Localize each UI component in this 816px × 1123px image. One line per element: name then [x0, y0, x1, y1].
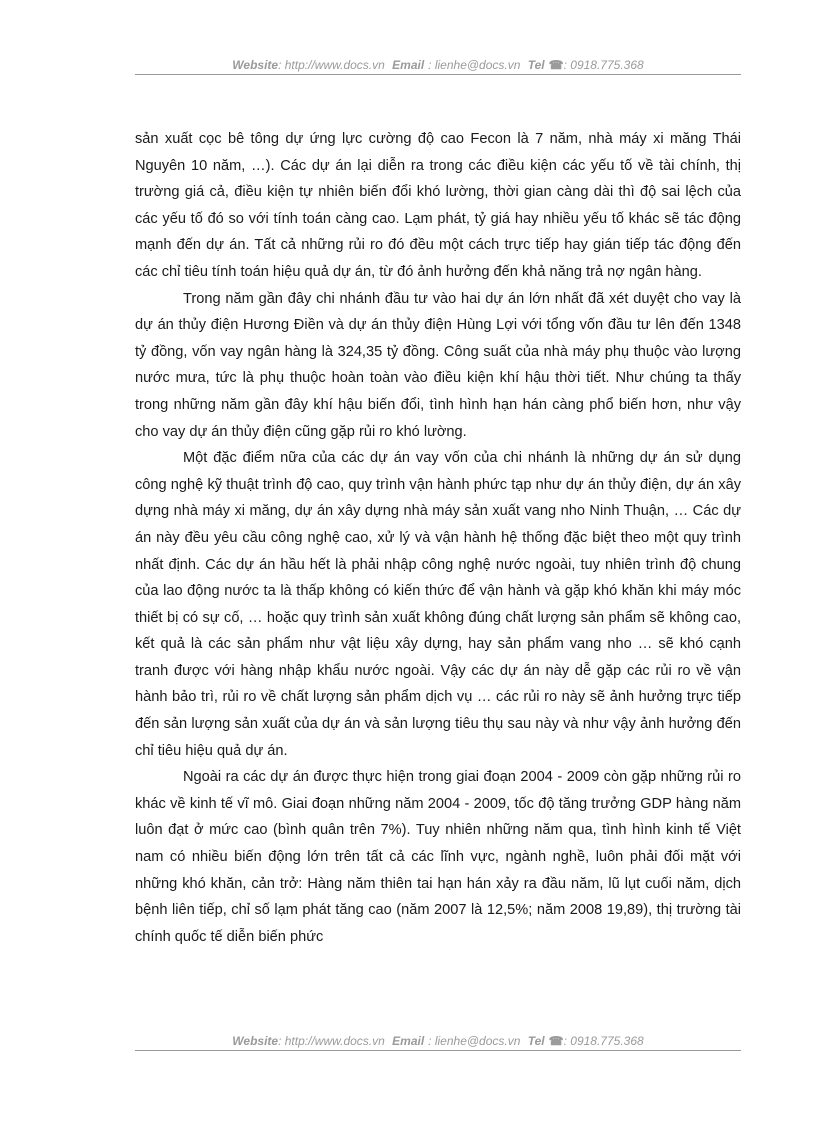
header-email-link[interactable]: : lienhe@docs.vn	[428, 58, 521, 72]
header-tel-label: Tel	[527, 58, 545, 72]
header-tel-value: : 0918.775.368	[563, 58, 644, 72]
paragraph-4: Ngoài ra các dự án được thực hiện trong giai đoạn 2004 - 2009 còn gặp những rủi ro khác về kinh tế vĩ mô. Giai đoạn những năm 2004 - 2009, tốc độ tăng trưởng GDP hàng năm luôn đạt ở mức cao (bình quân trên 7%). Tuy nhiên những năm qua, tình hình kinh tế Việt nam có nhiều biến động lớn trên tất cả các lĩnh vực, ngành nghề, luôn phải đối mặt với những khó khăn, cản trở: Hàng năm thiên tai hạn hán xảy ra đầu năm, lũ lụt cuối năm, dịch bệnh liên tiếp, chỉ số lạm phát tăng cao (năm 2007 là 12,5%; năm 2008 19,89), thị trường tài chính quốc tế diễn biến phức	[135, 769, 741, 945]
phone-icon: ☎	[548, 1034, 564, 1048]
header-website-label: Website	[232, 58, 279, 72]
footer-website-label: Website	[232, 1034, 279, 1048]
footer-divider	[135, 1050, 741, 1051]
paragraph-1: sản xuất cọc bê tông dự ứng lực cường độ cao Fecon là 7 năm, nhà máy xi măng Thái Nguyên 10 năm, …). Các dự án lại diễn ra trong các điều kiện các yếu tố về tài chính, thị trường giá cả, điều kiện tự nhiên biến đổi khó lường, thời gian càng dài thì độ sai lệch của các yếu tố đó so với tính toán càng cao. Lạm phát, tỷ giá hay nhiều yếu tố khác sẽ tác động mạnh đến dự án. Tất cả những rủi ro đó đều một cách trực tiếp hay gián tiếp tác động đến các chỉ tiêu tính toán hiệu quả dự án, từ đó ảnh hưởng đến khả năng trả nợ ngân hàng.	[135, 131, 741, 280]
footer-website-link[interactable]: : http://www.docs.vn	[278, 1034, 385, 1048]
page-header	[135, 58, 741, 72]
header-email-label: Email	[392, 58, 425, 72]
footer-tel-value: : 0918.775.368	[563, 1034, 644, 1048]
paragraph-2: Trong năm gần đây chi nhánh đầu tư vào hai dự án lớn nhất đã xét duyệt cho vay là dự án thủy điện Hương Điền và dự án thủy điện Hùng Lợi với tổng vốn đầu tư lên đến 1348 tỷ đồng, vốn vay ngân hàng là 324,35 tỷ đồng. Công suất của nhà máy phụ thuộc vào lượng nước mưa, tức là phụ thuộc hoàn toàn vào điều kiện khí hậu thời tiết. Như chúng ta thấy trong những năm gần đây khí hậu biến đổi, tình hình hạn hán càng phổ biến hơn, như vậy cho vay dự án thủy điện cũng gặp rủi ro khó lường.	[135, 290, 741, 440]
footer-email-label: Email	[392, 1034, 425, 1048]
header-divider	[135, 74, 741, 75]
document-body	[135, 126, 741, 950]
paragraph-3: Một đặc điểm nữa của các dự án vay vốn của chi nhánh là những dự án sử dụng công nghệ kỹ thuật trình độ cao, quy trình vận hành phức tạp như dự án thủy điện, dự án xây dựng nhà máy xi măng, dự án xây dựng nhà máy sản xuất vang nho Ninh Thuận, … Các dự án này đều yêu cầu công nghệ cao, xử lý và vận hành hệ thống đặc biệt theo một quy trình nhất định. Các dự án hầu hết là phải nhập công nghệ nước ngoài, tuy nhiên trình độ chung của lao động nước ta là thấp không có kiến thức để vận hành và gặp khó khăn khi máy móc thiết bị có sự cố, … hoặc quy trình sản xuất không đúng chất lượng sản phẩm sẽ không cao, kết quả là các sản phẩm như vật liệu xây dựng, hay sản phẩm vang nho … sẽ khó cạnh tranh được với hàng nhập khẩu nước ngoài. Vậy các dự án này dễ gặp các rủi ro về vận hành bảo trì, rủi ro về chất lượng sản phẩm dịch vụ … các rủi ro này sẽ ảnh hưởng trực tiếp đến sản lượng sản xuất của dự án và sản lượng tiêu thụ sau này và như vậy ảnh hưởng đến chỉ tiêu hiệu quả dự án.	[135, 450, 741, 759]
phone-icon: ☎	[548, 58, 564, 72]
header-website-link[interactable]: : http://www.docs.vn	[278, 58, 385, 72]
footer-email-link[interactable]: : lienhe@docs.vn	[428, 1034, 521, 1048]
page-footer	[135, 1034, 741, 1048]
footer-tel-label: Tel	[527, 1034, 545, 1048]
